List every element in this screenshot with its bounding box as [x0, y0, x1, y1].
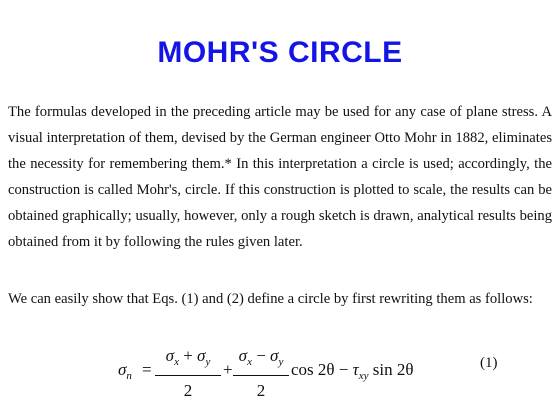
equation-number: (1)	[480, 355, 498, 371]
equation-1	[0, 343, 560, 403]
equation-lhs: $\sigma_n$	[118, 360, 132, 382]
equation-trig-terms: $\cos 2\theta - \tau_{xy}$ sin 2θ	[291, 360, 414, 382]
equation-plus: +	[223, 360, 233, 379]
equation-equals: =	[142, 360, 152, 379]
fraction-difference: $\sigma_x - \sigma_y$ 2	[233, 345, 289, 402]
fraction-sum: $\sigma_x + \sigma_y$ 2	[155, 345, 221, 402]
intro-paragraph: The formulas developed in the preceding article may be used for any case of plane stress. A visual interpretation of them, devised by the German engineer Otto Mohr in 1882, eliminates the necessity for remembering them.* In this interpretation a circle is used; accordingly, the construction is called Mohr's, circle. If this construction is plotted to scale, the results can be obtained graphically; usually, however, only a rough sketch is drawn, analytical results being obtained from it by following the rules given later.	[8, 104, 552, 250]
page-title: MOHR'S CIRCLE	[157, 36, 403, 69]
rewrite-paragraph: We can easily show that Eqs. (1) and (2) define a circle by first rewriting them as follows:	[8, 291, 533, 307]
